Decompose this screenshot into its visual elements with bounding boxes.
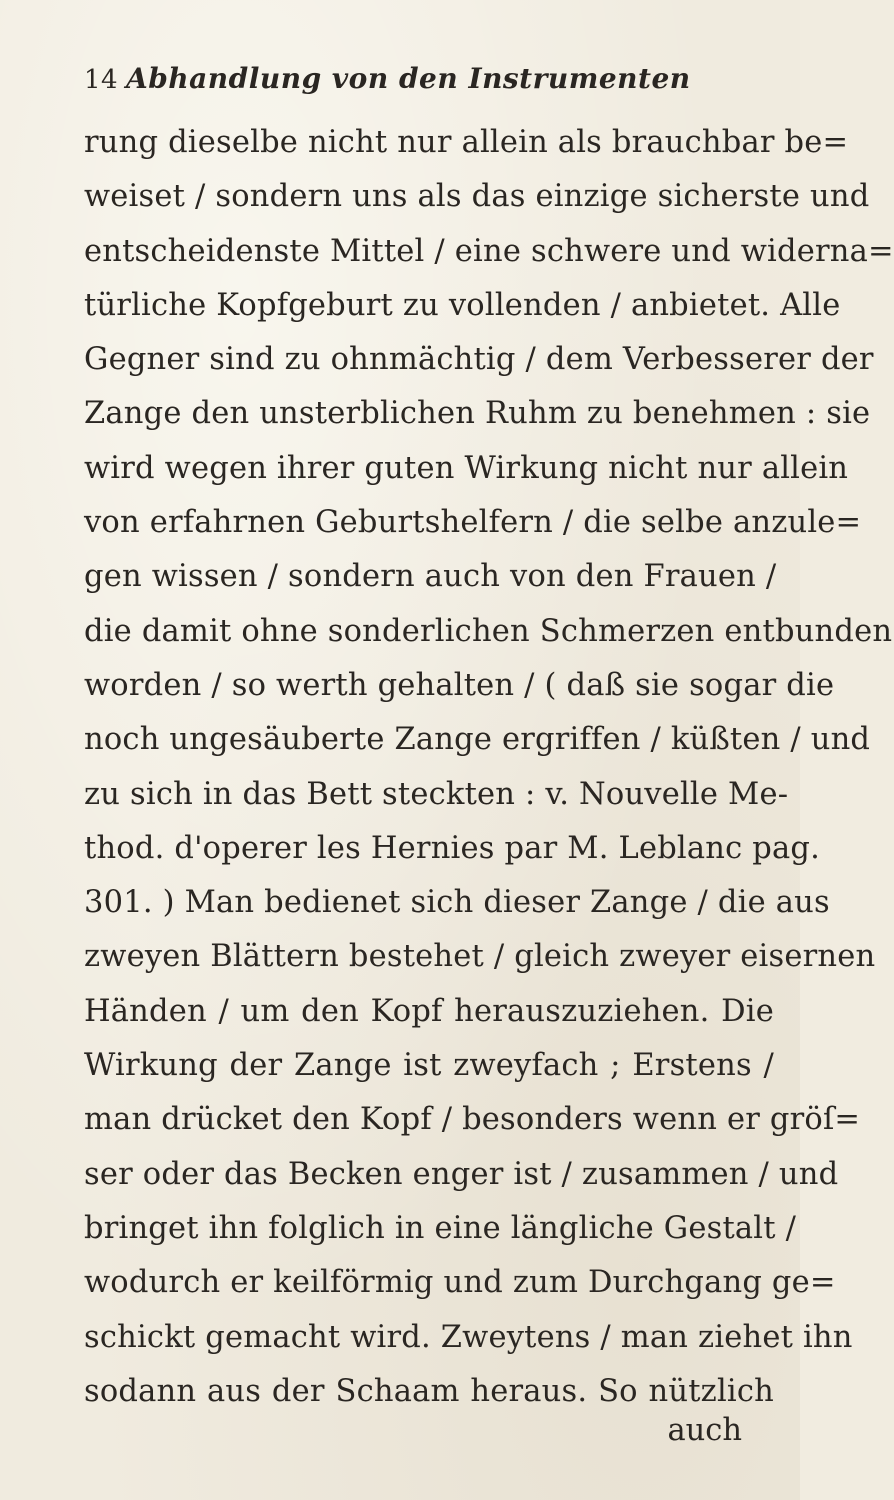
text-line: thod. d'operer les Hernies par M. Leblanc pag. (84, 830, 821, 866)
text-line: man drücket den Kopf / besonders wenn er gröſ= (84, 1102, 861, 1138)
text-line: Gegner sind zu ohnmächtig / dem Verbesserer der (84, 342, 874, 378)
text-line: türliche Kopfgeburt zu vollenden / anbietet. Alle (84, 287, 841, 323)
text-line: noch ungesäuberte Zange ergriffen / küßten / und (84, 722, 871, 758)
catchword: auch (667, 1413, 742, 1448)
text-line: sodann aus der Schaam heraus. So nützlich (84, 1373, 774, 1409)
text-line: bringet ihn folglich in eine längliche Gestalt / (84, 1210, 797, 1246)
text-line: wodurch er keilförmig und zum Durchgang ge= (84, 1265, 836, 1301)
text-line: ser oder das Becken enger ist / zusammen / und (84, 1156, 839, 1192)
text-body (84, 116, 894, 1419)
text-line: gen wissen / sondern auch von den Frauen / (84, 559, 777, 595)
text-line: wird wegen ihrer guten Wirkung nicht nur allein (84, 450, 849, 486)
text-line: entscheidenste Mittel / eine schwere und widerna= (84, 233, 894, 269)
running-head (84, 62, 704, 102)
text-line: 301. ) Man bedienet sich dieser Zange / die aus (84, 885, 830, 921)
text-line: zu sich in das Bett steckten : v. Nouvelle Me- (84, 776, 789, 812)
text-line: rung dieselbe nicht nur allein als brauchbar be= (84, 125, 849, 160)
running-title: Abhandlung von den Instrumenten (126, 62, 691, 95)
text-line: weiset / sondern uns als das einzige sicherste und (84, 179, 870, 215)
text-line: schickt gemacht wird. Zweytens / man ziehet ihn (84, 1319, 853, 1355)
text-line: Wirkung der Zange ist zweyfach ; Erstens / (84, 1048, 774, 1084)
text-line: von erfahrnen Geburtshelfern / die selbe anzule= (84, 505, 862, 541)
text-line: worden / so werth gehalten / ( daß sie sogar die (84, 667, 835, 703)
text-line: die damit ohne sonderlichen Schmerzen entbunden (84, 613, 893, 649)
text-line: Händen / um den Kopf herauszuziehen. Die (84, 993, 774, 1029)
text-line: Zange den unsterblichen Ruhm zu benehmen : sie (84, 396, 871, 432)
text-line: zweyen Blättern bestehet / gleich zweyer eisernen (84, 939, 876, 975)
page-number: 14 (84, 65, 119, 95)
